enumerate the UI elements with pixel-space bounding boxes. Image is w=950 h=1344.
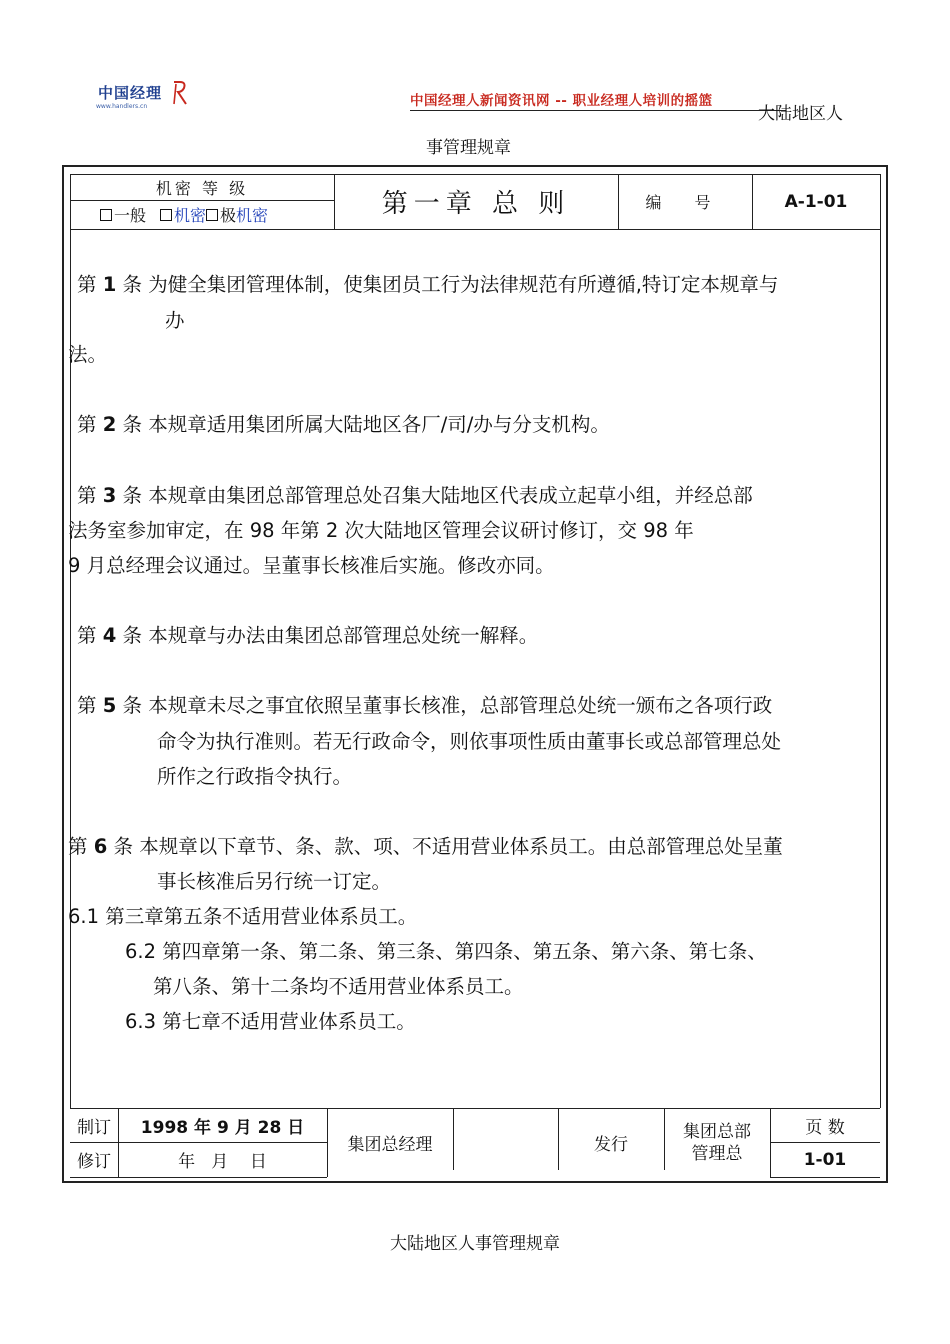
checkbox-confidential[interactable] xyxy=(160,209,172,221)
inner-frame-right xyxy=(880,174,881,1108)
article-1: 第 1 条 为健全集团管理体制，使集团员工行为法律规范有所遵循,特订定本规章与 xyxy=(77,273,779,296)
header-title-part2: 事管理规章 xyxy=(426,138,511,158)
footer-title: 大陆地区人事管理规章 xyxy=(390,1234,560,1254)
header-title-part1: 大陆地区人 xyxy=(758,104,843,124)
article-1-line2: 办 xyxy=(165,309,185,332)
made-date: 1998 年 9 月 28 日 xyxy=(140,1117,305,1138)
option-general: 一般 xyxy=(114,206,147,225)
clause-6-2: 6.2 第四章第一条、第二条、第三条、第四条、第五条、第六条、第七条、 xyxy=(125,940,767,963)
table-head-bottom xyxy=(70,229,880,230)
revised-label: 修订 xyxy=(77,1152,111,1172)
footer-table-bottom-right xyxy=(770,1177,880,1178)
issue-label: 发行 xyxy=(594,1135,628,1155)
checkbox-top-secret[interactable] xyxy=(206,209,218,221)
article-1-line3: 法。 xyxy=(68,343,108,366)
article-5: 第 5 条 本规章未尽之事宜依照呈董事长核准，总部管理总处统一颁布之各项行政 xyxy=(77,694,773,717)
article-2: 第 2 条 本规章适用集团所属大陆地区各厂/司/办与分支机构。 xyxy=(77,413,610,436)
approver: 集团总经理 xyxy=(347,1135,433,1155)
confidentiality-options xyxy=(100,203,268,226)
logo-mark-icon xyxy=(170,80,190,106)
option-top: 极 xyxy=(220,206,237,225)
article-6: 第 6 条 本规章以下章节、条、款、项、不适用营业体系员工。由总部管理总处呈董 xyxy=(68,835,783,858)
serial-label: 编 号 xyxy=(645,193,725,212)
page-value: 1-01 xyxy=(803,1149,847,1170)
footer-table-bottom-left xyxy=(70,1177,327,1178)
clause-6-2-line2: 第八条、第十二条均不适用营业体系员工。 xyxy=(153,975,524,998)
article-3-line3: 9 月总经理会议通过。呈董事长核准后实施。修改亦同。 xyxy=(68,554,555,577)
clause-6-3: 6.3 第七章不适用营业体系员工。 xyxy=(125,1010,416,1033)
header-rule xyxy=(410,110,786,111)
chapter-title: 第一章 总 则 xyxy=(381,189,571,219)
issuer xyxy=(664,1114,770,1172)
page-label: 页 数 xyxy=(805,1117,845,1138)
logo-text: 中国经理 xyxy=(98,84,163,102)
option-secret: 机密 xyxy=(236,206,269,225)
option-confidential: 机密 xyxy=(174,206,207,225)
inner-frame-left xyxy=(70,174,71,1108)
clause-6-1: 6.1 第三章第五条不适用营业体系员工。 xyxy=(68,905,418,928)
issuer-line2: 管理总 xyxy=(691,1144,743,1164)
confidentiality-label: 机密 等 级 xyxy=(155,178,249,198)
issuer-line1: 集团总部 xyxy=(683,1122,751,1142)
checkbox-general[interactable] xyxy=(100,209,112,221)
site-slogan: 中国经理人新闻资讯网 -- 职业经理人培训的摇篮 xyxy=(410,93,713,109)
article-5-line2: 命令为执行准则。若无行政命令，则依事项性质由董事长或总部管理总处 xyxy=(157,730,782,753)
footer-divider xyxy=(453,1108,454,1170)
article-3: 第 3 条 本规章由集团总部管理总处召集大陆地区代表成立起草小组，并经总部 xyxy=(77,484,753,507)
article-3-line2: 法务室参加审定，在 98 年第 2 次大陆地区管理会议研讨修订，交 98 年 xyxy=(68,519,694,542)
revised-date: 年 月 日 xyxy=(178,1152,267,1172)
logo-url: www.handlers.cn xyxy=(96,103,148,110)
serial-value: A-1-01 xyxy=(784,191,848,212)
head-divider xyxy=(70,200,334,201)
made-label: 制订 xyxy=(77,1117,111,1138)
article-5-line3: 所作之行政指令执行。 xyxy=(157,765,353,788)
article-6-line2: 事长核准后另行统一订定。 xyxy=(157,870,392,893)
article-4: 第 4 条 本规章与办法由集团总部管理总处统一解释。 xyxy=(77,624,539,647)
